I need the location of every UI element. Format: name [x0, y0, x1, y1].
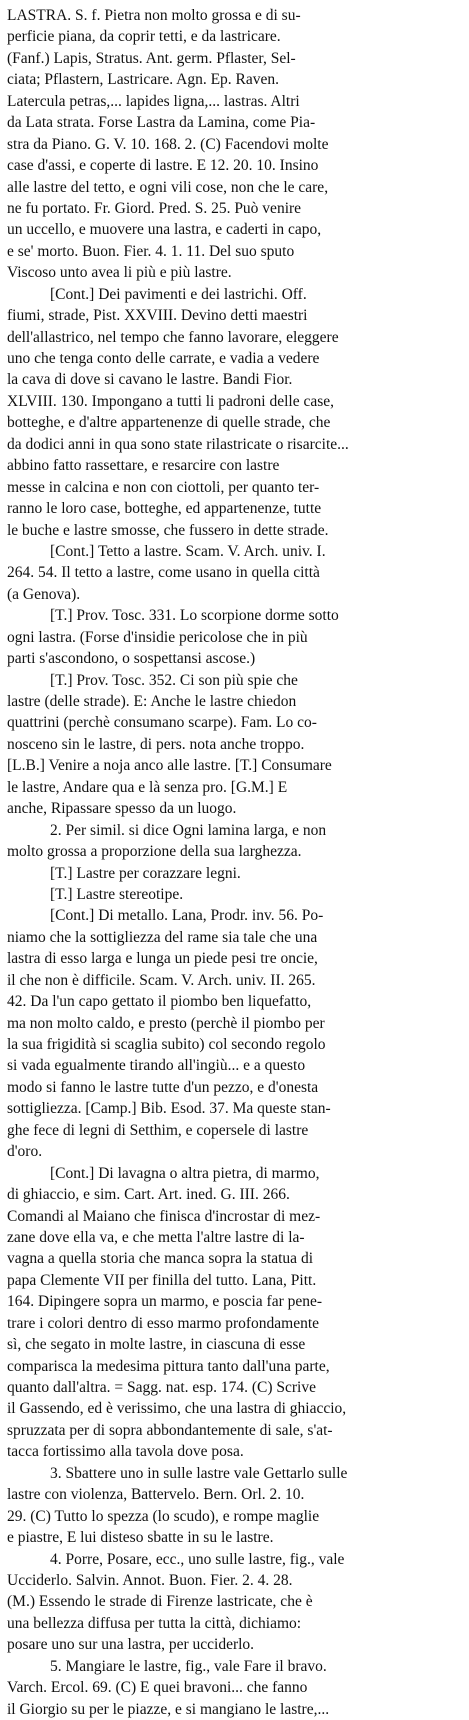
entry-line: un uccello, e muovere una lastra, e caderti in capo, [7, 221, 322, 239]
entry-line: modo si fanno le lastre tutte d'un pezzo, e d'onesta [7, 1078, 319, 1096]
entry-line: Varch. Ercol. 69. (C) E quei bravoni... che fanno [7, 1679, 308, 1697]
entry-line: anche, Ripassare spesso da un luogo. [7, 800, 237, 818]
entry-line: posare uno sur una lastra, per ucciderlo. [7, 1636, 255, 1654]
entry-line: spruzzata per di sopra abbondantemente di sale, s'at- [7, 1421, 333, 1439]
entry-line: [Cont.] Tetto a lastre. Scam. V. Arch. univ. I. [50, 542, 326, 560]
entry-line: (Fanf.) Lapis, Stratus. Ant. germ. Pflaster, Sel- [7, 49, 296, 67]
entry-line: Comandi al Maiano che finisca d'incrostar di mez- [7, 1207, 321, 1225]
entry-line: parti s'ascondono, o sospettansi ascose.) [7, 650, 256, 668]
entry-line: lastre (delle strade). E: Anche le lastre chiedon [7, 693, 297, 710]
entry-line: Ucciderlo. Salvin. Annot. Buon. Fier. 2. 4. 28. [7, 1571, 293, 1589]
entry-line: 4. Porre, Posare, ecc., uno sulle lastre, fig., vale [50, 1550, 345, 1568]
entry-line: perficie piana, da coprir tetti, e da lastricare. [7, 28, 281, 46]
entry-line: uno che tenga conto delle carrate, e vadia a vedere [7, 350, 320, 367]
entry-line: si vada egualmente tirando all'ingiù... e a questo [7, 1057, 306, 1075]
entry-line: stra da Piano. G. V. 10. 168. 2. (C) Facendovi molte [7, 135, 329, 153]
entry-line: 29. (C) Tutto lo spezza (lo scudo), e rompe maglie [7, 1507, 320, 1525]
entry-line: 264. 54. Il tetto a lastre, come usano in quella città [7, 564, 320, 582]
entry-line: il che non è difficile. Scam. V. Arch. univ. II. 265. [7, 971, 316, 989]
entry-line: 2. Per simil. si dice Ogni lamina larga, e non [50, 821, 327, 839]
entry-line: sì, che segato in molte lastre, in ciascuna di esse [7, 1336, 306, 1354]
entry-line: 42. Da l'un capo gettato il piombo ben liquefatto, [7, 993, 312, 1011]
entry-line: (a Genova). [7, 585, 81, 603]
entry-line: ogni lastra. (Forse d'insidie pericolose che in più [7, 628, 308, 646]
entry-line: dell'allastrico, nel tempo che fanno lavorare, eleggere [7, 328, 339, 346]
entry-line: d'oro. [7, 1143, 43, 1161]
entry-line: nosceno sin le lastre, di pers. nota anche troppo. [7, 735, 305, 753]
entry-line: LASTRA. S. f. Pietra non molto grossa e di su- [7, 7, 301, 24]
entry-line: papa Clemente VII per finilla del tutto. Lana, Pitt. [7, 1271, 317, 1289]
entry-line: una bellezza diffusa per tutta la città, dichiamo: [7, 1614, 302, 1632]
entry-line: da Lata strata. Forse Lastra da Lamina, come Pia- [7, 114, 316, 132]
entry-line: quanto dall'altra. = Sagg. nat. esp. 174. (C) Scrive [7, 1379, 316, 1396]
entry-line: botteghe, e d'altre appartenenze di quelle strade, che [7, 414, 331, 432]
entry-line: ne fu portato. Fr. Giord. Pred. S. 25. Può venire [7, 199, 302, 217]
entry-line: fiumi, strade, Pist. XXVIII. Devino detti maestri [7, 307, 308, 325]
entry-line: alle lastre del tetto, e ogni vili cose, non che le care, [7, 178, 329, 196]
entry-line: ghe fece di legni di Setthim, e copersele di lastre [7, 1121, 309, 1139]
entry-line: [Cont.] Dei pavimenti e dei lastrichi. Off. [50, 285, 307, 303]
entry-line: lastra di esso larga e lunga un piede pesi tre oncie, [7, 950, 318, 968]
entry-line: case d'assi, e coperte di lastre. E 12. 20. 10. Insino [7, 157, 319, 175]
entry-line: il Gassendo, ed è verissimo, che una lastra di ghiaccio, [7, 1400, 347, 1418]
entry-line: Latercula petras,... lapides ligna,... lastras. Altri [7, 92, 300, 110]
entry-line: ranno le loro case, botteghe, ed appartenenze, tutte [7, 500, 322, 518]
entry-line: comparisca la medesima pittura tanto dall'una parte, [7, 1357, 330, 1375]
entry-line: ma non molto caldo, e presto (perchè il piombo per [7, 1014, 325, 1032]
entry-line: e se' morto. Buon. Fier. 4. 1. 11. Del suo sputo [7, 242, 295, 260]
entry-line: [Cont.] Di metallo. Lana, Prodr. inv. 56. Po- [50, 907, 324, 925]
entry-line: la cava di dove si cavano le lastre. Bandi Fior. [7, 371, 293, 389]
entry-line: [T.] Prov. Tosc. 352. Ci son più spie che [50, 671, 298, 689]
entry-line: (M.) Essendo le strade di Firenze lastricate, che è [7, 1593, 313, 1611]
entry-line: di ghiaccio, e sim. Cart. Art. ined. G. III. 266. [7, 1186, 290, 1204]
entry-line: zane dove ella va, e che metta l'altre lastre di la- [7, 1228, 305, 1246]
entry-line: molto grossa a proporzione della sua larghezza. [7, 843, 302, 861]
entry-line: 5. Mangiare le lastre, fig., vale Fare il bravo. [50, 1657, 327, 1675]
entry-line: [T.] Lastre per corazzare legni. [50, 864, 241, 882]
entry-line: trare i colori dentro di esso marmo profondamente [7, 1314, 320, 1332]
entry-line: [T.] Lastre stereotipe. [50, 885, 184, 903]
entry-line: abbino fatto rassettare, e resarcire con lastre [7, 457, 280, 475]
entry-line: le buche e lastre smosse, che fussero in dette strade. [7, 521, 329, 539]
entry-line: tacca fortissimo alla tavola dove posa. [7, 1443, 244, 1461]
entry-line: [Cont.] Di lavagna o altra pietra, di marmo, [50, 1164, 320, 1182]
entry-line: la sua frigidità si scaglia subito) col secondo regolo [7, 1036, 326, 1053]
entry-line: le lastre, Andare qua e là senza pro. [G.M.] E [7, 778, 288, 796]
entry-line: da dodici anni in qua sono state rilastricate o risarcite... [7, 435, 349, 453]
entry-line: XLVIII. 130. Impongano a tutti li padroni delle case, [7, 392, 334, 410]
entry-line: sottigliezza. [Camp.] Bib. Esod. 37. Ma queste stan- [7, 1100, 331, 1118]
entry-line: Viscoso unto avea li più e più lastre. [7, 264, 232, 282]
entry-line: [L.B.] Venire a noja anco alle lastre. [T.] Consumare [7, 757, 332, 775]
entry-line: lastre con violenza, Battervelo. Bern. Orl. 2. 10. [7, 1486, 305, 1504]
entry-line: ciata; Pflastern, Lastricare. Agn. Ep. Raven. [7, 71, 280, 89]
entry-line: quattrini (perchè consumano scarpe). Fam. Lo co- [7, 714, 317, 732]
entry-line: il Giorgio su per le piazze, e si mangiano le lastre,... [7, 1700, 330, 1718]
entry-line: messe in calcina e non con ciottoli, per quanto ter- [7, 478, 320, 496]
entry-line: 3. Sbattere uno in sulle lastre vale Gettarlo sulle [50, 1464, 348, 1482]
entry-line: [T.] Prov. Tosc. 331. Lo scorpione dorme sotto [50, 607, 339, 625]
entry-line: e piastre, E lui disteso sbatte in su le lastre. [7, 1529, 274, 1547]
entry-line: 164. Dipingere sopra un marmo, e poscia far pene- [7, 1293, 323, 1311]
entry-line: niamo che la sottigliezza del rame sia tale che una [7, 928, 318, 946]
entry-line: vagna a quella storia che manca sopra la statua di [7, 1250, 313, 1268]
